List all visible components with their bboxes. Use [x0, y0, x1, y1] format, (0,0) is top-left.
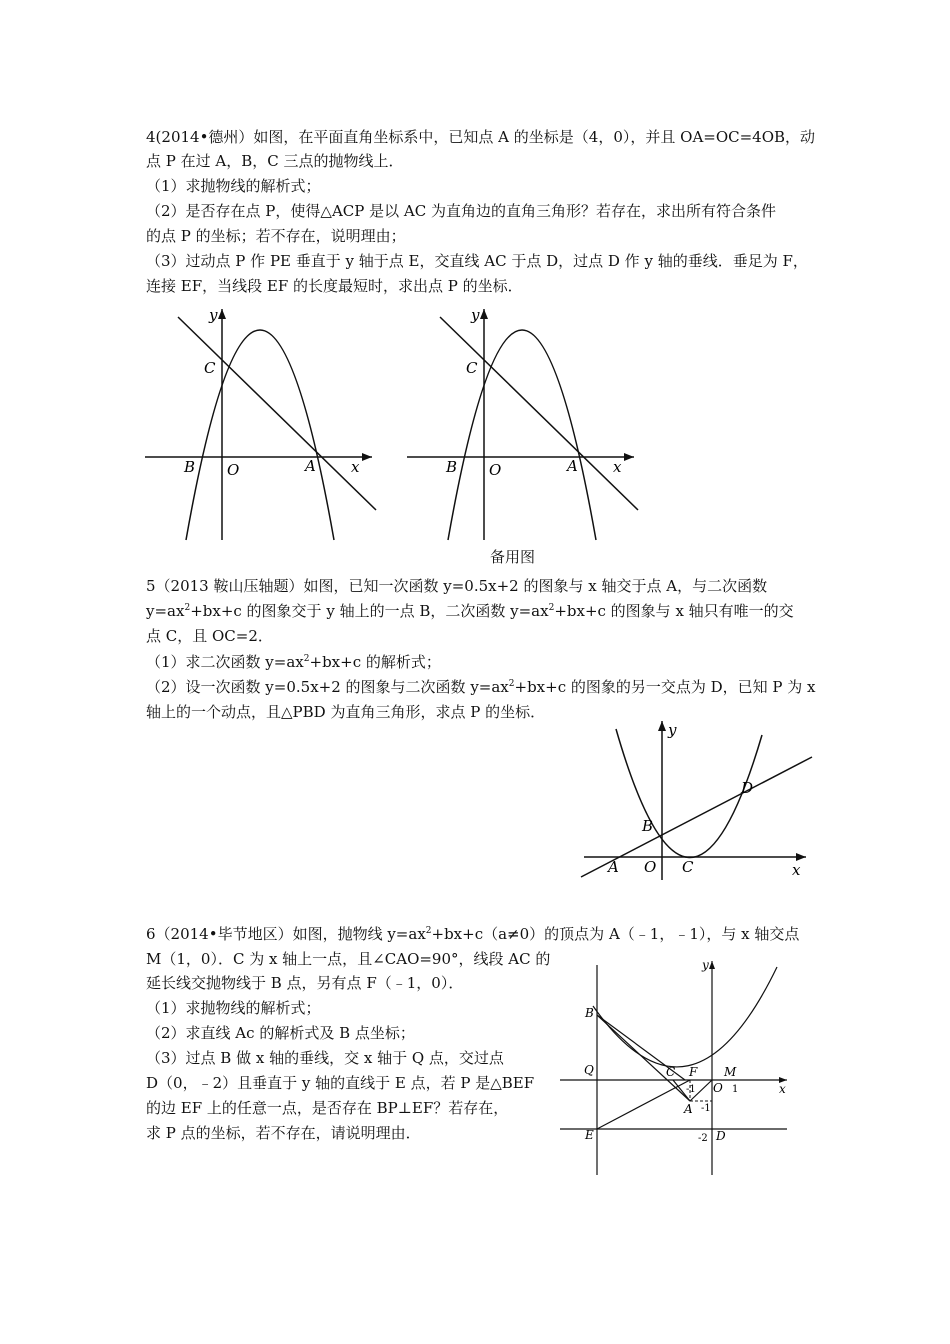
- p6-line-3: 延长线交抛物线于 B 点，另有点 F（﹣1，0）．: [146, 974, 464, 992]
- p4-figure-1: [140, 295, 390, 545]
- y-axis-arrow: [480, 309, 488, 319]
- p6-line-1-b: +bx+c（a≠0）的顶点为 A（﹣1，﹣1），与 x 轴交点: [431, 925, 800, 943]
- p5-line-5-a: （2）设一次函数 y=0.5x+2 的图象与二次函数 y=ax: [146, 678, 509, 696]
- p5-line-4-b: +bx+c 的解析式；: [309, 653, 441, 671]
- label-b: B: [184, 458, 196, 476]
- superscript: 2: [303, 654, 310, 664]
- tick-neg1-y: -1: [701, 1103, 711, 1114]
- p6-line-6: （3）过点 B 做 x 轴的垂线，交 x 轴于 Q 点，交过点: [146, 1049, 504, 1067]
- label-x: x: [779, 1082, 786, 1096]
- p5-line-6: 轴上的一个动点，且△PBD 为直角三角形，求点 P 的坐标．: [146, 703, 546, 721]
- p5-line-5-b: +bx+c 的图象的另一交点为 D，已知 P 为 x: [514, 678, 816, 696]
- superscript: 2: [548, 603, 555, 613]
- p6-line-1: [146, 923, 799, 945]
- p6-line-7: D（0，﹣2）且垂直于 y 轴的直线于 E 点，若 P 是△BEF: [146, 1074, 535, 1092]
- x-axis-arrow: [796, 853, 806, 861]
- p4-line-7: 连接 EF，当线段 EF 的长度最短时，求出点 P 的坐标．: [146, 277, 523, 295]
- p5-line-2-b: +bx+c 的图象交于 y 轴上的一点 B，二次函数 y=ax: [190, 602, 549, 620]
- p4-line-5: 的点 P 的坐标；若不存在，说明理由；: [146, 227, 406, 245]
- label-m: M: [724, 1065, 737, 1079]
- line-ac: [440, 317, 638, 510]
- label-x: x: [351, 458, 360, 476]
- label-y: y: [209, 306, 218, 324]
- label-a: A: [305, 457, 316, 475]
- label-c: C: [682, 858, 694, 876]
- p5-line-5: [146, 676, 816, 698]
- p6-line-8: 的边 EF 上的任意一点，是否存在 BP⊥EF？若存在，: [146, 1099, 509, 1117]
- label-y: y: [702, 958, 709, 972]
- p6-line-2: M（1，0）．C 为 x 轴上一点，且∠CAO=90°，线段 AC 的: [146, 950, 551, 968]
- superscript: 2: [508, 679, 515, 689]
- tick-neg1-x: -1: [686, 1084, 696, 1095]
- label-o: O: [227, 461, 240, 479]
- label-b: B: [446, 458, 458, 476]
- p5-line-1: 5（2013 鞍山压轴题）如图，已知一次函数 y=0.5x+2 的图象与 x 轴交于点 A，与二次函数: [146, 577, 768, 595]
- y-axis-arrow: [218, 309, 226, 319]
- line-ac: [178, 317, 376, 510]
- label-a: A: [684, 1102, 693, 1116]
- label-o: O: [713, 1081, 723, 1095]
- p5-line-2: [146, 600, 794, 622]
- p5-line-2-a: y=ax: [146, 602, 185, 620]
- label-f: F: [689, 1065, 698, 1079]
- label-x: x: [792, 861, 801, 879]
- label-e: E: [585, 1128, 594, 1142]
- p4-line-1: 4(2014•德州）如图，在平面直角坐标系中，已知点 A 的坐标是（4，0），并且 OA=OC=4OB，动: [146, 128, 816, 146]
- p4-line-3: （1）求抛物线的解析式；: [146, 177, 321, 195]
- p5-line-4-a: （1）求二次函数 y=ax: [146, 653, 304, 671]
- tick-neg2-y: -2: [698, 1133, 708, 1144]
- x-axis-arrow: [624, 453, 634, 461]
- parabola: [593, 967, 777, 1067]
- y-axis-arrow: [709, 961, 715, 969]
- p5-figure: [576, 715, 816, 885]
- segment-ef: [597, 1080, 690, 1129]
- p5-line-4: [146, 651, 441, 673]
- label-y: y: [471, 306, 480, 324]
- x-axis-arrow: [362, 453, 372, 461]
- p4-line-4: （2）是否存在点 P，使得△ACP 是以 AC 为直角边的直角三角形？若存在，求出所有符合条件: [146, 202, 776, 220]
- tick-1-x: 1: [732, 1084, 739, 1095]
- label-c: C: [666, 1065, 676, 1079]
- segment-ba: [597, 1015, 690, 1101]
- p4-line-2: 点 P 在过 A，B，C 三点的抛物线上．: [146, 152, 404, 170]
- label-b: B: [642, 817, 654, 835]
- label-x: x: [613, 458, 622, 476]
- p6-line-1-a: 6（2014•毕节地区）如图，抛物线 y=ax: [146, 925, 426, 943]
- p5-line-3: 点 C，且 OC=2．: [146, 627, 273, 645]
- label-b: B: [585, 1006, 594, 1020]
- y-axis-arrow: [658, 721, 666, 731]
- p6-line-4: （1）求抛物线的解析式；: [146, 999, 321, 1017]
- superscript: 2: [184, 603, 191, 613]
- label-c: C: [204, 359, 216, 377]
- p6-figure: [555, 955, 800, 1180]
- label-d: D: [716, 1129, 726, 1143]
- label-d: D: [741, 779, 754, 797]
- superscript: 2: [425, 926, 432, 936]
- figure-caption: 备用图: [490, 548, 536, 566]
- label-y: y: [668, 721, 677, 739]
- label-c: C: [466, 359, 478, 377]
- p4-figure-2: [402, 295, 652, 545]
- p6-line-9: 求 P 点的坐标，若不存在，请说明理由．: [146, 1124, 421, 1142]
- p5-line-2-c: +bx+c 的图象与 x 轴只有唯一的交: [554, 602, 794, 620]
- label-o: O: [489, 461, 502, 479]
- label-a: A: [567, 457, 578, 475]
- label-q: Q: [584, 1063, 594, 1077]
- label-a: A: [608, 858, 619, 876]
- p6-line-5: （2）求直线 Ac 的解析式及 B 点坐标；: [146, 1024, 415, 1042]
- p4-line-6: （3）过动点 P 作 PE 垂直于 y 轴于点 E，交直线 AC 于点 D，过点 D 作 y 轴的垂线．垂足为 F，: [146, 252, 808, 270]
- label-o: O: [644, 858, 657, 876]
